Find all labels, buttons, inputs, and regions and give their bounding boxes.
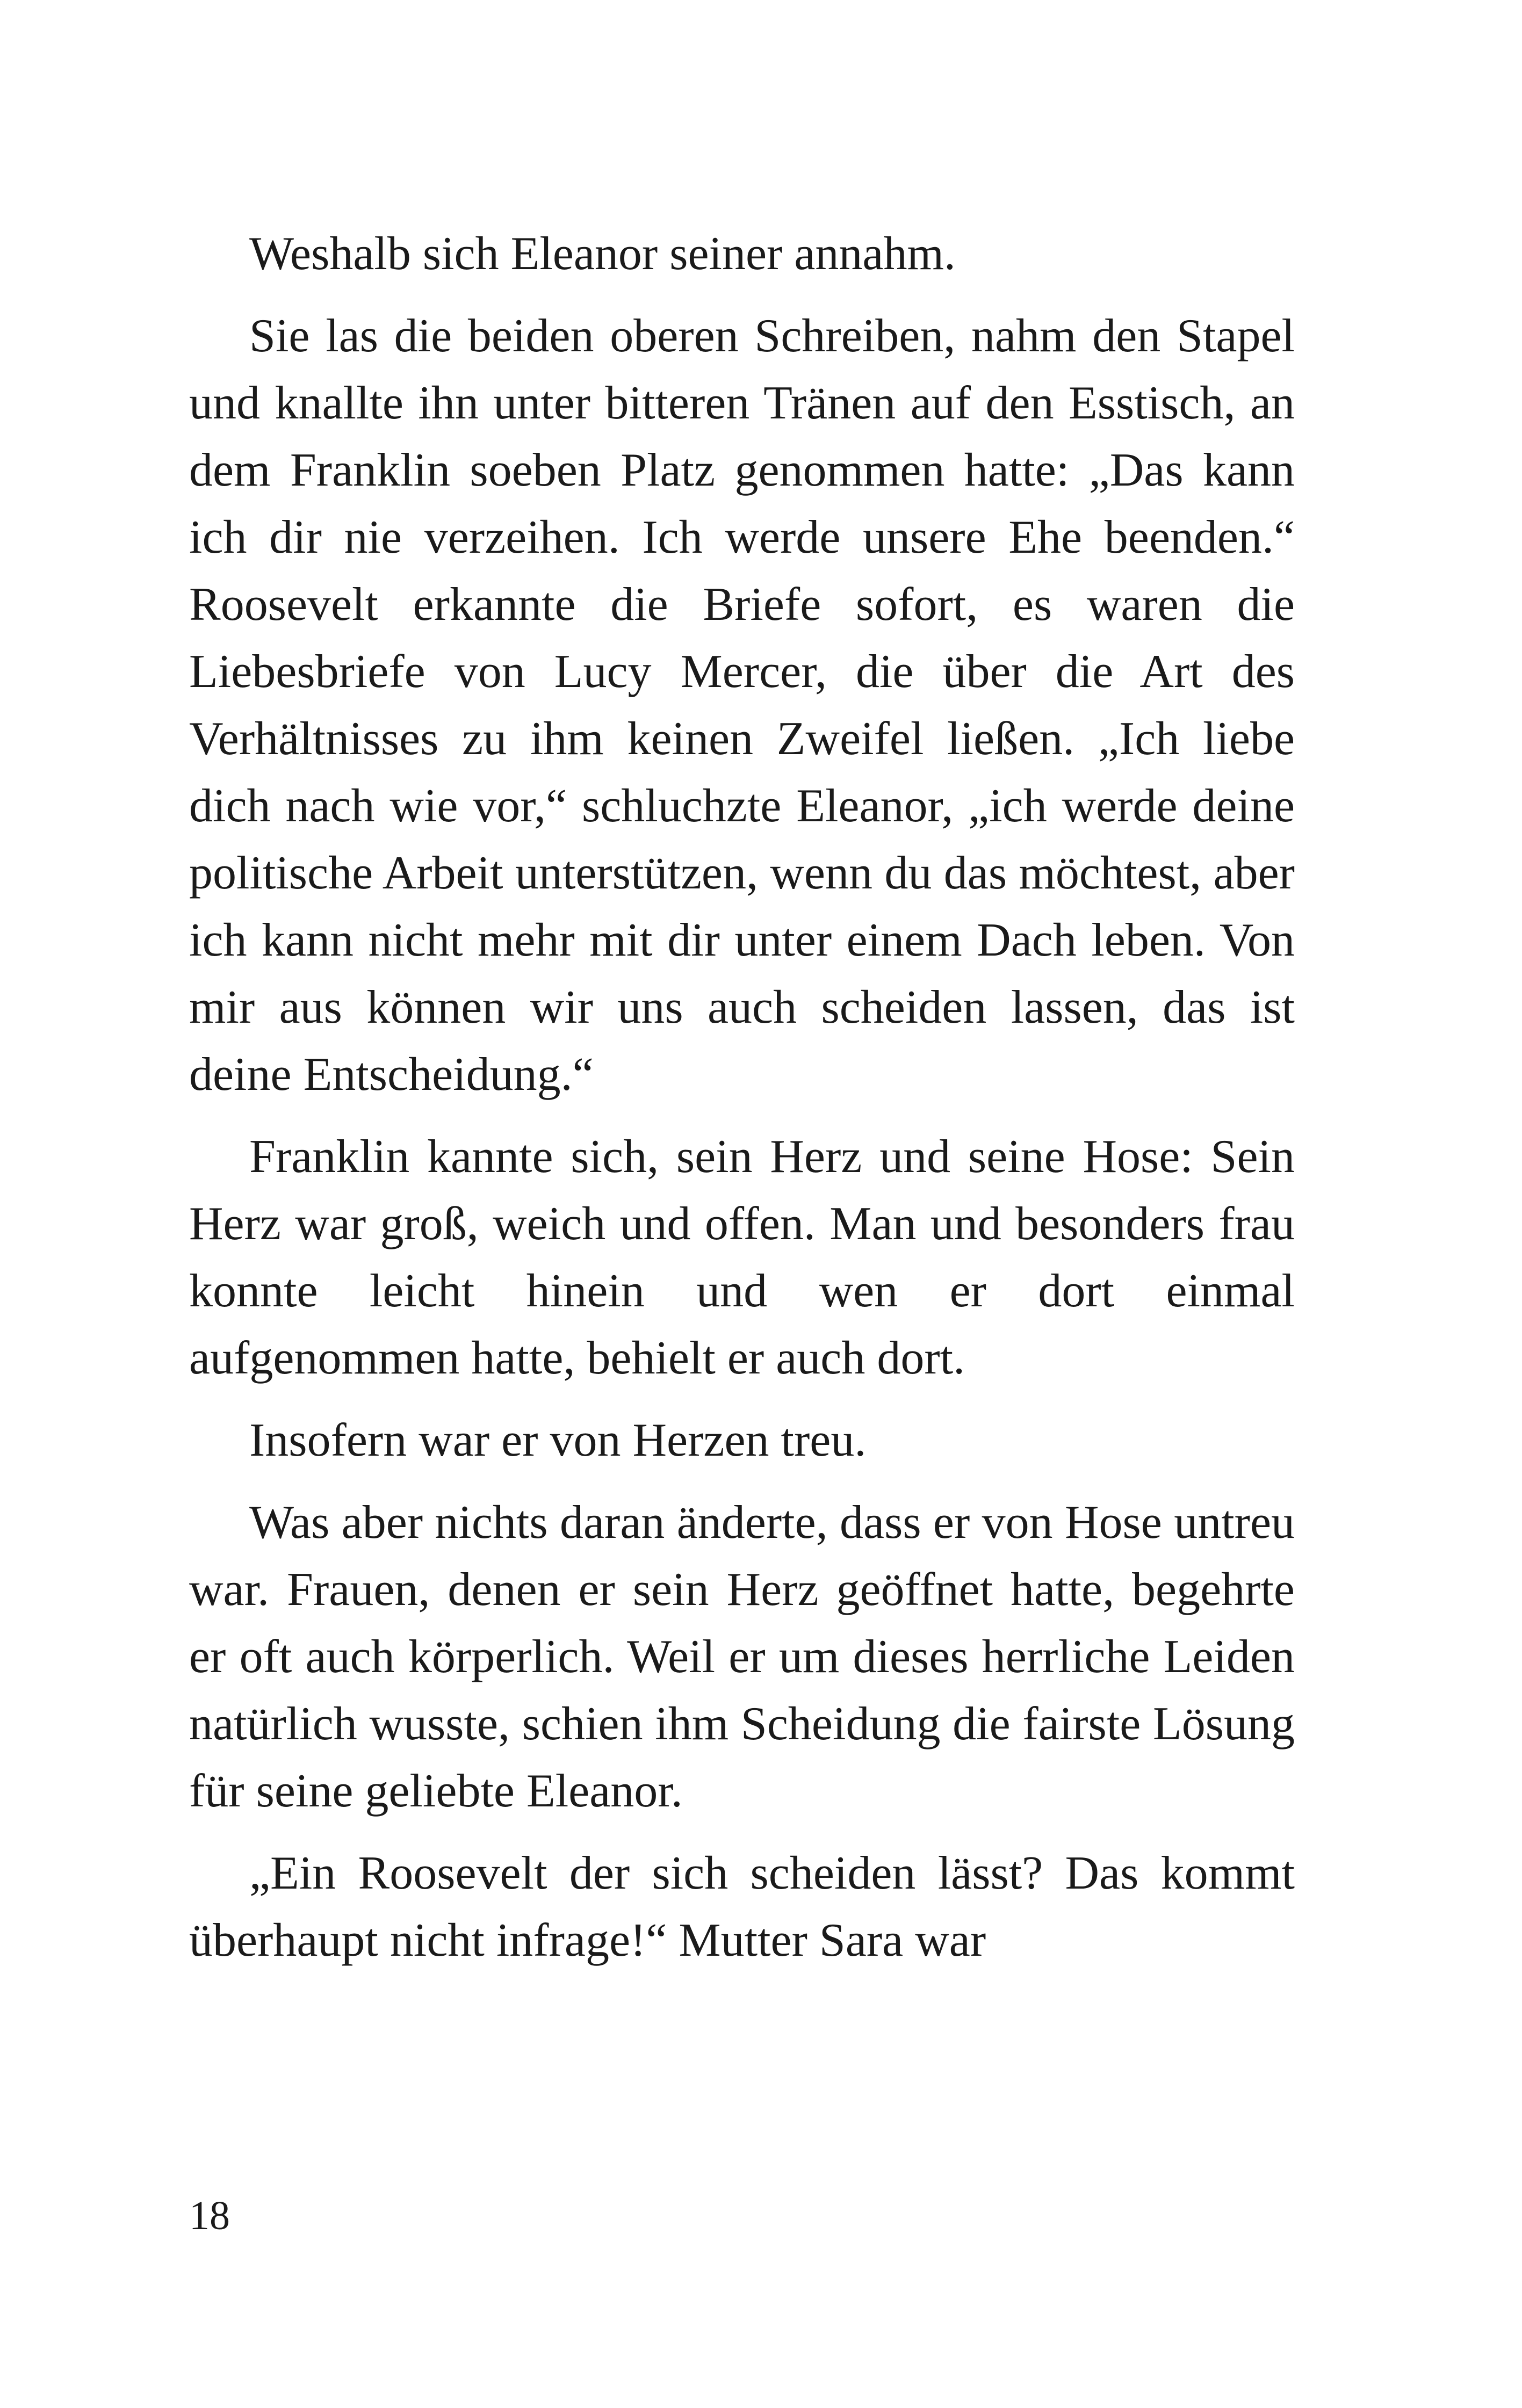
paragraph-4: Insofern war er von Herzen treu. — [249, 1414, 867, 1466]
paragraph-5: Was aber nichts daran änderte, dass er von Hose untreu war. Frauen, denen er sein Herz geöffnet hatte, begehrte er oft auch körperlich. Weil er um dieses herrliche Leiden natürlich wusste, schien ihm Scheidung die fairste Lösung für seine geliebte Eleanor. — [189, 1496, 1295, 1817]
paragraph-1: Weshalb sich Eleanor seiner annahm. — [249, 228, 956, 280]
paragraph-2: Sie las die beiden oberen Schreiben, nahm den Stapel und knallte ihn unter bitteren Tränen auf den Esstisch, an dem Franklin soeben Platz genommen hatte: „Das kann ich dir nie verzeihen. Ich werde unsere Ehe beenden.“ Roosevelt erkannte die Briefe sofort, es waren die Liebesbriefe von Lucy Mercer, die über die Art des Verhältnisses zu ihm keinen Zweifel ließen. „Ich liebe dich nach wie vor,“ schluchzte Eleanor, „ich werde deine politische Arbeit unterstützen, wenn du das möchtest, aber ich kann nicht mehr mit dir unter einem Dach leben. Von mir aus können wir uns auch scheiden lassen, das ist deine Entscheidung.“ — [189, 310, 1295, 1101]
body-text — [189, 220, 1295, 1989]
paragraph-6: „Ein Roosevelt der sich scheiden lässt? Das kommt überhaupt nicht infrage!“ Mutter Sara war — [189, 1847, 1295, 1966]
page-number: 18 — [189, 2193, 230, 2238]
paragraph-3: Franklin kannte sich, sein Herz und seine Hose: Sein Herz war groß, weich und offen. Man und besonders frau konnte leicht hinein und wen er dort einmal aufgenommen hatte, behielt er auch dort. — [189, 1131, 1295, 1384]
